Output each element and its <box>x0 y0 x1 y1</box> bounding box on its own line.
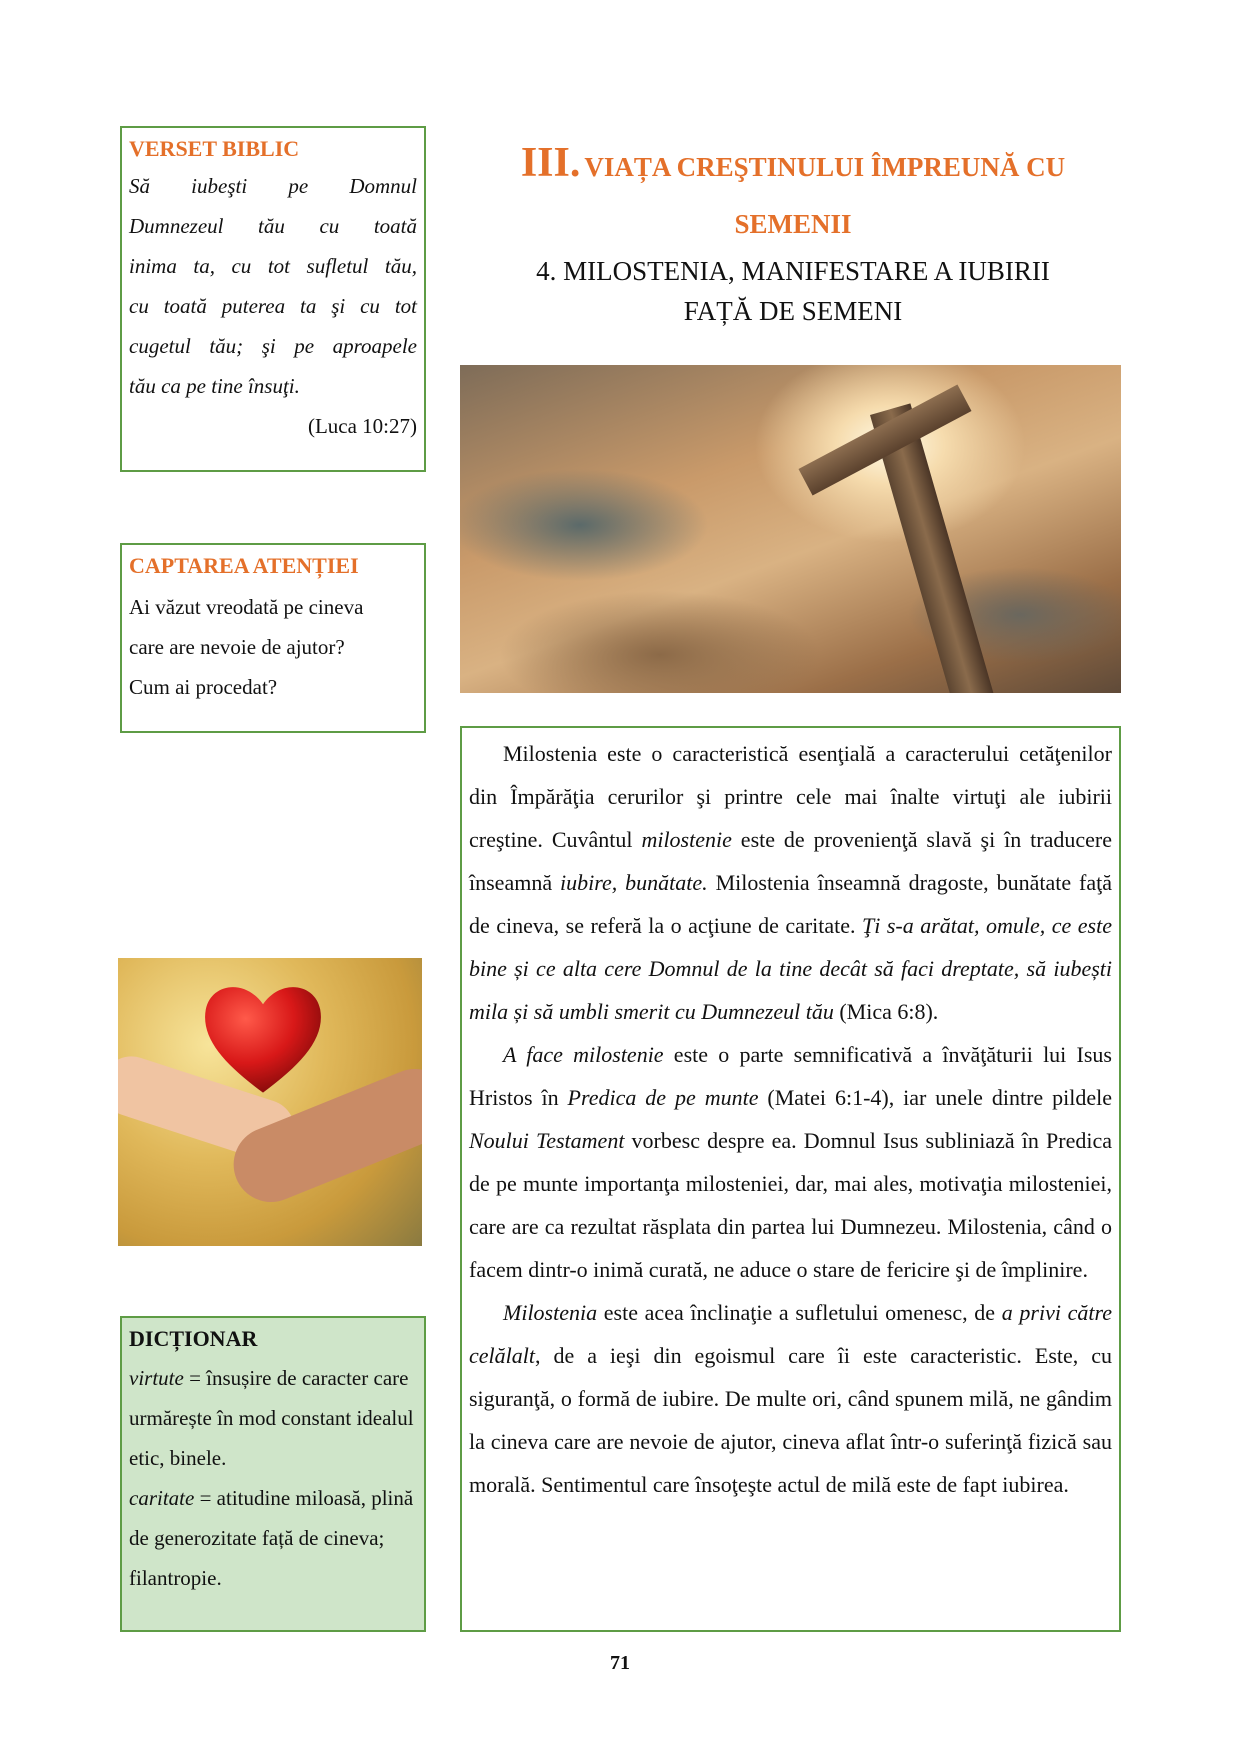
text-run: , de a ieşi din egoismul care îi este caracteristic. Este, cu siguranţă, o formă de iubire. De multe ori, când spunem milă, ne gândim la cineva care are nevoie de ajutor, cineva aflat într-o suferinţă fizică sau morală. Sentimentul care însoţeşte actul de milă este de fapt iubirea. <box>469 1343 1112 1497</box>
text-run-italic: a privi către celălalt <box>469 1300 1113 1368</box>
text-run: vorbesc despre ea. Domnul Isus subliniază în Predica de pe munte importanţa milosteniei, dar, mai ales, motivaţia milosteniei, care are ca rezultat răsplata din partea lui Dumnezeu. Milostenia, când o facem dintr-o inimă curată, ne aduce o stare de fericire şi de împlinire. <box>469 1128 1112 1282</box>
dictionary-entry <box>129 1478 417 1598</box>
captare-heading: CAPTAREA ATENȚIEI <box>129 553 359 578</box>
paragraph-3 <box>469 1291 1112 1506</box>
dictionary-term: virtute <box>129 1366 184 1390</box>
text-run-italic: Milostenia <box>503 1300 598 1325</box>
text-run-italic: iubire, bunătate. <box>560 870 708 895</box>
chapter-title-line1: VIAȚA CREŞTINULUI ÎMPREUNĂ CU <box>584 152 1066 182</box>
verset-line: inima ta, cu tot sufletul tău, <box>129 254 417 278</box>
verset-biblic-box <box>120 126 426 472</box>
text-run-italic: milostenie <box>641 827 732 852</box>
text-run: (Mica 6:8). <box>833 999 939 1024</box>
text-run-italic: Predica de pe munte <box>567 1085 759 1110</box>
text-run: Milostenia înseamnă dragoste, bunătate faţă de cineva, se referă la o acţiune de caritate. <box>469 870 1112 938</box>
verset-line: Să iubeşti pe Domnul <box>129 174 417 198</box>
text-run-italic: Ţi s-a arătat, omule, ce este bine și ce alta cere Domnul de la tine decât să faci dreptate, să iubești mila și să umbli smerit cu Dumnezeul tău <box>469 913 1112 1024</box>
heart-in-hands-image <box>118 958 422 1246</box>
text-run-italic: A face milostenie <box>503 1042 664 1067</box>
cross-in-sky-image <box>460 365 1121 693</box>
verset-line: cugetul tău; şi pe aproapele <box>129 334 417 358</box>
dictionary-term: caritate <box>129 1486 195 1510</box>
chapter-title <box>462 138 1124 331</box>
verset-line: tău ca pe tine însuţi. <box>129 374 300 398</box>
lesson-subtitle-line2: FAȚĂ DE SEMENI <box>683 296 903 326</box>
dictionar-box <box>120 1316 426 1632</box>
text-run: este o parte semnificativă a învăţăturii lui Isus Hristos în <box>469 1042 1112 1110</box>
text-run: este acea înclinaţie a sufletului omenesc, de <box>597 1300 1002 1325</box>
captare-line: Cum ai procedat? <box>129 675 278 699</box>
chapter-numeral: III. <box>520 140 581 186</box>
verset-heading: VERSET BIBLIC <box>129 136 300 161</box>
text-run-italic: Noului Testament <box>469 1128 625 1153</box>
main-text-box <box>460 726 1121 1632</box>
dictionary-entry <box>129 1358 417 1478</box>
dictionary-definition: = atitudine miloasă, plină de generozitate față de cineva; filantropie. <box>129 1486 414 1590</box>
verset-reference: (Luca 10:27) <box>307 414 417 438</box>
paragraph-2 <box>469 1033 1112 1291</box>
paragraph-1 <box>469 732 1112 1033</box>
dictionary-definition: = însușire de caracter care urmărește în mod constant idealul etic, binele. <box>129 1366 414 1470</box>
text-run: (Matei 6:1-4), iar unele dintre pildele <box>758 1085 1112 1110</box>
verset-line: cu toată puterea ta şi cu tot <box>129 294 417 318</box>
chapter-title-line2: SEMENII <box>734 209 852 239</box>
text-run: Milostenia este o caracteristică esenţială a caracterului cetăţenilor din Împărăţia cerurilor şi printre cele mai înalte virtuţi ale iubirii creştine. Cuvântul <box>469 741 1112 852</box>
cross-horizontal-beam <box>798 385 971 496</box>
page-number: 71 <box>610 1652 630 1674</box>
captare-line: care are nevoie de ajutor? <box>129 635 345 659</box>
text-run: este de provenienţă slavă şi în traducere înseamnă <box>469 827 1113 895</box>
dictionar-heading: DICȚIONAR <box>129 1326 258 1351</box>
captarea-atentiei-box <box>120 543 426 733</box>
lesson-subtitle-line1: 4. MILOSTENIA, MANIFESTARE A IUBIRII <box>536 256 1050 286</box>
verset-line: Dumnezeul tău cu toată <box>129 214 417 238</box>
red-heart-icon <box>198 973 328 1103</box>
captare-line: Ai văzut vreodată pe cineva <box>129 595 364 619</box>
